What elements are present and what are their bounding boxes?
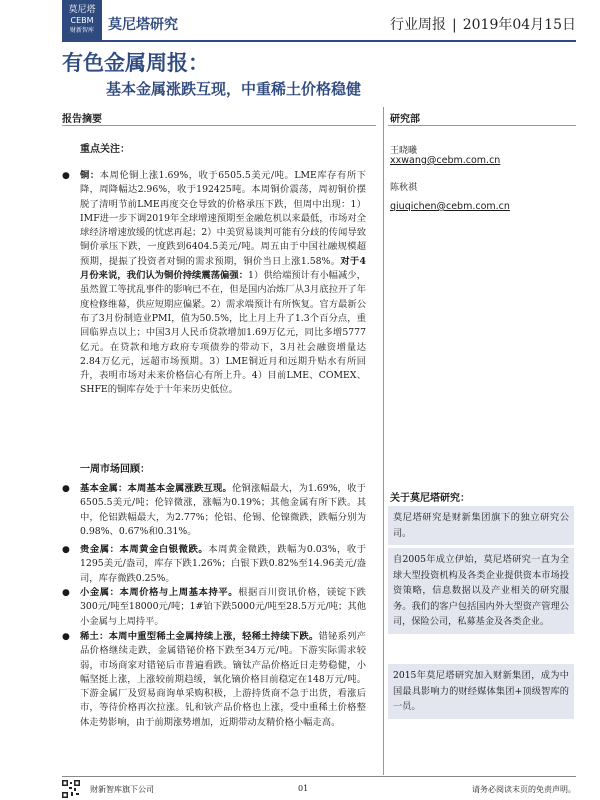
footer-disclaimer: 请务必阅读末页的免责声明。 bbox=[472, 785, 576, 794]
logo-text-top: 莫尼塔 bbox=[68, 5, 96, 15]
copper-section bbox=[62, 169, 366, 398]
header-brand: 莫尼塔研究 bbox=[108, 17, 178, 33]
about-join-box: 2015年莫尼塔研究加入财新集团，成为中国最具影响力的财经媒体集团+顶级智库的一员。 bbox=[388, 664, 574, 719]
about-title: 关于莫尼塔研究： bbox=[390, 493, 470, 504]
bullet-icon: ● bbox=[62, 632, 70, 642]
key-focus-heading: 重点关注： bbox=[80, 144, 130, 155]
analyst-email-link[interactable]: xxwang@cebm.com.cn bbox=[390, 155, 501, 166]
copper-text: 本周伦铜上涨1.69%，收于6505.5美元/吨。LME库存有所下降，周降幅达2.96%，收于192425吨。本周铜价震荡，周初铜价摆脱了清明节前LME再度交仓导致的价格承压下跌，但周中出现：1）IMF进一步下调2019年全球增速预期至金融危机以来最低，市场对全球经济增速放缓的忧虑再起；2）中美贸易谈判可能有分歧的传闻导致铜价承压下跌，一度跌到6404.5美元/吨。周五由于中国社融规模超预期，提振了投资者对铜的需求预期，铜价当日上涨1.58%。 bbox=[80, 170, 366, 267]
summary-rule bbox=[62, 125, 376, 126]
report-subtitle: 基本金属涨跌互现，中重稀土价格稳健 bbox=[106, 80, 362, 98]
footer-rule bbox=[62, 776, 576, 777]
review-base-metals bbox=[62, 482, 366, 539]
bullet-icon: ● bbox=[62, 171, 70, 181]
header-rule bbox=[62, 40, 576, 42]
about-history-box: 自2005年成立伊始，莫尼塔研究一直为全球大型投资机构及各类企业提供资本市场投资策略，信息数据以及产业相关的研究服务。我们的客户包括国内外大型资产管理公司，保险公司，私募基金及各类企业。 bbox=[388, 548, 574, 634]
bullet-icon: ● bbox=[62, 545, 70, 555]
copper-outlook: 对于4月份来说，我们认为铜价持续震荡偏强： bbox=[80, 255, 366, 282]
review-text: 根据百川资讯价格，镁锭下跌300元/吨至18000元/吨；1#铂下跌5000元/吨至28.5万元/吨；其他小金属与上周持平。 bbox=[80, 587, 366, 627]
weekly-review-heading: 一周市场回顾： bbox=[80, 464, 150, 475]
page-header bbox=[0, 0, 600, 40]
footer-company: 财新智库旗下公司 bbox=[90, 785, 154, 794]
report-date: 2019年04月15日 bbox=[462, 17, 576, 33]
header-separator: | bbox=[452, 17, 457, 33]
logo-text-bottom: 财新智库 bbox=[69, 27, 94, 34]
report-type: 行业周报 bbox=[390, 17, 447, 33]
bullet-icon: ● bbox=[62, 588, 70, 598]
summary-label: 报告摘要 bbox=[62, 114, 102, 125]
page-number: 01 bbox=[298, 784, 309, 793]
cebm-logo bbox=[62, 0, 102, 40]
copper-lead: 铜： bbox=[80, 170, 100, 181]
research-label: 研究部 bbox=[390, 114, 420, 125]
about-intro-box: 莫尼塔研究是财新集团旗下的独立研究公司。 bbox=[388, 506, 574, 545]
bullet-icon: ● bbox=[62, 484, 70, 494]
review-lead: 基本金属：本周基本金属涨跌互现。 bbox=[80, 483, 232, 494]
review-rare-earth bbox=[62, 630, 366, 730]
copper-text-continued: 1）供给端预计有小幅减少，虽然置工等扰乱事件的影响已不在，但是国内冶炼厂从3月底拉开了年度检修维幕，供应短期应偏紧。2）需求端预计有所恢复。官方最新公布了3月份制造业PMI，值为50.5%，比上月上升了1.3个百分点，重回临界点以上；中国3月人民币贷款增加1.69万亿元，同比多增5777亿元。在贷款和地方政府专项债券的带动下，3月社会融资增量达2.84万亿元，远超市场预期。3）LME铜近月和远期升贴水有所回升，表明市场对未来价格信心有所上升。4）目前LME、COMEX、SHFE的铜库存处于十年来历史低位。 bbox=[80, 270, 366, 396]
review-lead: 小金属：本周价格与上周基本持平。 bbox=[80, 587, 239, 598]
review-precious-metals bbox=[62, 543, 366, 586]
research-rule bbox=[388, 125, 576, 126]
review-lead: 稀土：本周中重型稀土金属持续上涨，轻稀土持续下跌。 bbox=[80, 631, 319, 642]
header-meta bbox=[390, 14, 576, 34]
analyst-name: 陈秋祺 bbox=[390, 183, 418, 193]
analyst-email-link[interactable]: qiuqichen@cebm.com.cn bbox=[390, 201, 510, 212]
logo-text-mid: CEBM bbox=[70, 16, 94, 25]
review-text: 伦铜涨幅最大，为1.69%，收于6505.5美元/吨；伦锌微涨，涨幅为0.19%；其他金属有所下跌。其中，伦铝跌幅最大，为2.77%；伦铝、伦锡、伦镍微跌，跌幅分别为0.98%、0.67%和0.31%。 bbox=[80, 483, 366, 537]
report-title: 有色金属周报： bbox=[62, 50, 209, 75]
column-divider bbox=[383, 107, 384, 775]
review-text: 本周黄金微跌，跌幅为0.03%，收于1295美元/盎司，库存下跌1.26%；白银下跌0.82%至14.96美元/盎司，库存微跌0.25%。 bbox=[80, 544, 366, 584]
analyst-name: 王晓曦 bbox=[390, 146, 418, 156]
review-lead: 贵金属：本周黄金白银微跌。 bbox=[80, 544, 209, 555]
review-minor-metals bbox=[62, 586, 366, 629]
qr-code-icon bbox=[62, 780, 80, 798]
review-text: 错铋系列产品价格继续走跌，金属错铋价格下跌至34万元/吨。下游实际需求较弱，市场商家对错铋后市普遍看跌。镝钛产品价格近日走势稳健，小幅坚挺上涨，上涨较前期趋缓，氧化镝价格目前稳定在148万元/吨。下游金属厂及贸易商询单采购积极，上游持货商不急于出货，看涨后市，等待价格再次拉涨。钆和钬产品价格也上涨，受中重稀土价格整体走势影响，由于前期涨势增加，近期带动友精价格小幅走高。 bbox=[80, 631, 366, 728]
